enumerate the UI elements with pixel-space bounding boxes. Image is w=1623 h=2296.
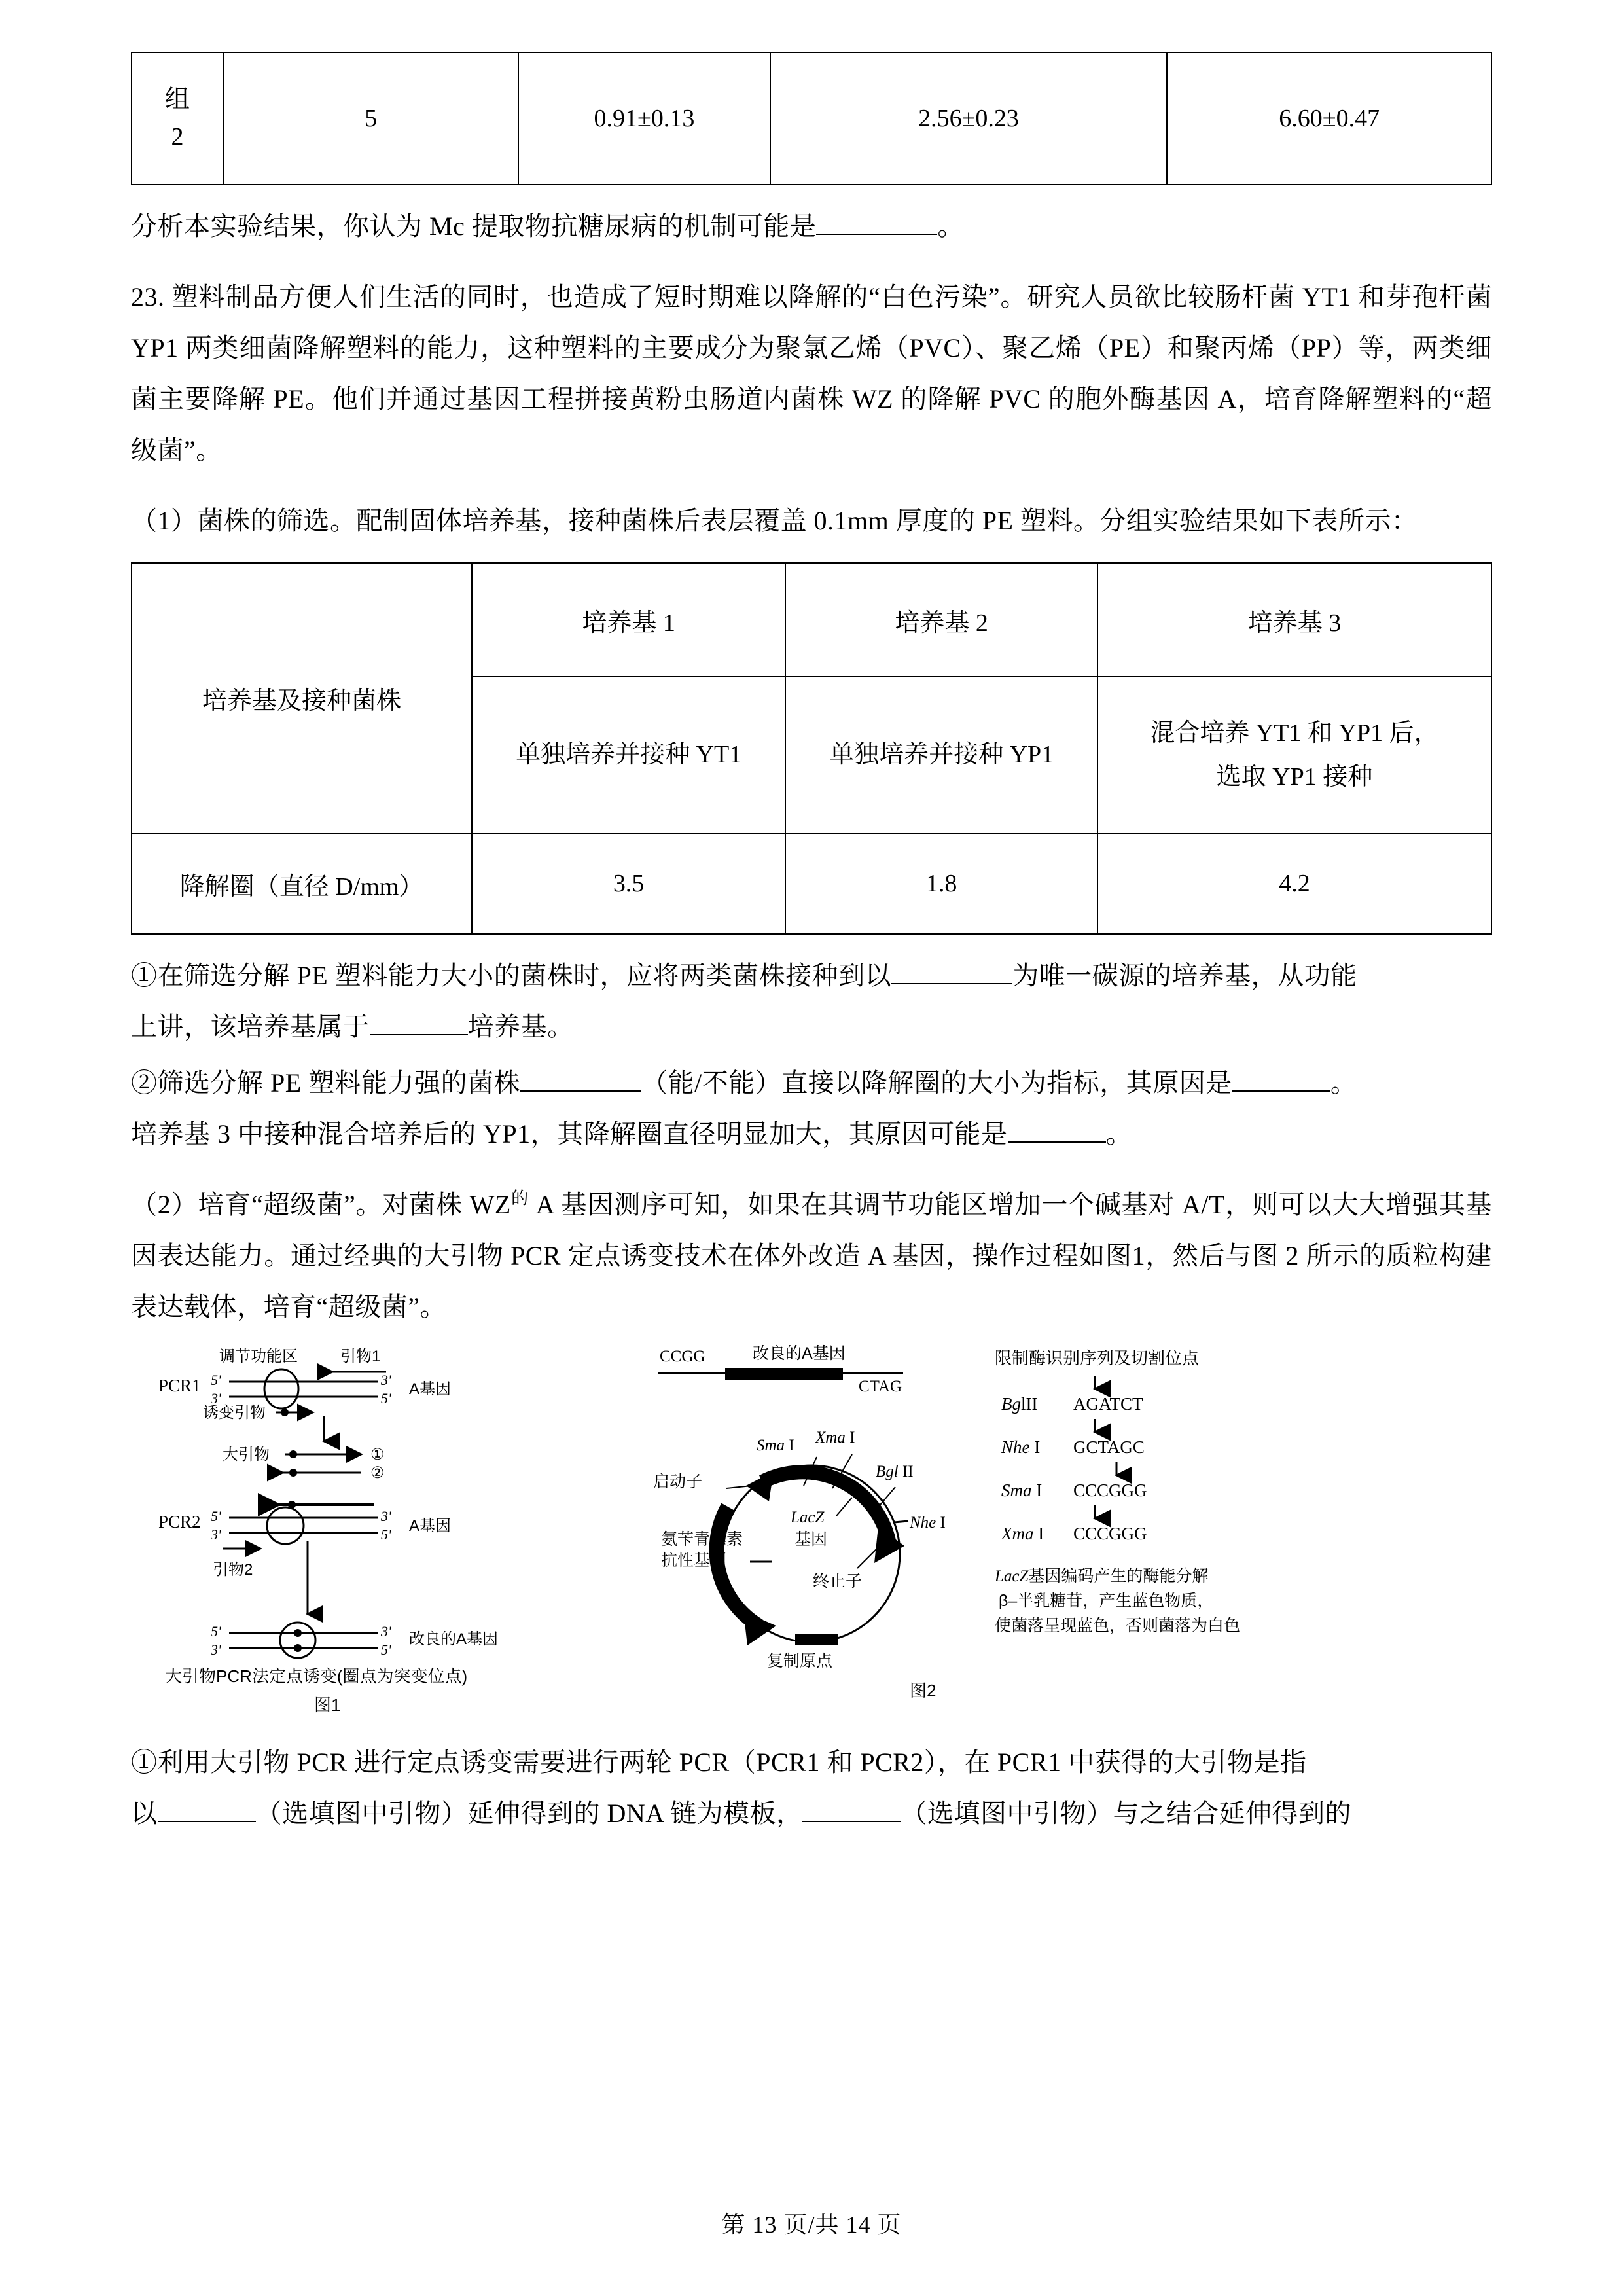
answer-blank[interactable] bbox=[520, 1090, 641, 1092]
label-lacz-gene-line2: 基因 bbox=[794, 1530, 828, 1549]
label-xma1: Xma I bbox=[815, 1429, 855, 1446]
part1-q1-text-a: ①在筛选分解 PE 塑料能力大小的菌株时，应将两类菌株接种到以 bbox=[131, 961, 892, 990]
label-3prime: 3' bbox=[211, 1641, 221, 1658]
answer-blank[interactable] bbox=[158, 1821, 256, 1822]
enzyme-seq-bgl2: AGATCT bbox=[1073, 1394, 1143, 1414]
label-terminator: 终止子 bbox=[813, 1572, 863, 1590]
label-3prime: 3' bbox=[381, 1372, 391, 1388]
question-23 bbox=[131, 272, 1492, 476]
figures-row bbox=[131, 1344, 1492, 1737]
part1-q3-text-a: 培养基 3 中接种混合培养后的 YP1，其降解圈直径明显加大，其原因可能是 bbox=[131, 1119, 1008, 1149]
enzyme-seq-nhe1: GCTAGC bbox=[1073, 1437, 1145, 1457]
cell-header-medium-3: 培养基 3 bbox=[1097, 563, 1491, 677]
cell-value-2: 2.56±0.23 bbox=[770, 52, 1168, 185]
part1-question-2 bbox=[131, 1058, 1492, 1109]
label-improved-gene-a: 改良的A基因 bbox=[753, 1344, 846, 1363]
analysis-prompt-text: 分析本实验结果，你认为 Mc 提取物抗糖尿病的机制可能是 bbox=[131, 211, 817, 241]
cell-halo-value-2: 1.8 bbox=[785, 833, 1097, 934]
label-3prime: 3' bbox=[381, 1508, 391, 1524]
cell-halo-value-3: 4.2 bbox=[1097, 833, 1491, 934]
label-5prime: 5' bbox=[381, 1641, 391, 1658]
part2-q1-text-d: （选填图中引物）与之结合延伸得到的 bbox=[901, 1799, 1351, 1828]
figure-1-pcr-mutagenesis bbox=[151, 1344, 661, 1737]
part2-q1-text-c: （选填图中引物）延伸得到的 DNA 链为模板， bbox=[255, 1799, 803, 1828]
label-3prime: 3' bbox=[211, 1526, 221, 1543]
label-gene-a: A基因 bbox=[409, 1517, 452, 1535]
enzyme-panel-title: 限制酶识别序列及切割位点 bbox=[995, 1348, 1200, 1368]
enzyme-name-bgl2: BglII bbox=[1001, 1394, 1038, 1414]
part1-question-1 bbox=[131, 950, 1492, 1052]
figure-2-svg bbox=[648, 1338, 1492, 1744]
enzyme-seq-sma1: CCCGGG bbox=[1073, 1480, 1147, 1500]
label-nhe1: Nhe I bbox=[910, 1514, 946, 1532]
label-5prime: 5' bbox=[211, 1372, 221, 1388]
label-lacz-gene-line1: LacZ bbox=[791, 1509, 825, 1526]
part2-superscript: 的 bbox=[510, 1189, 529, 1208]
label-promoter: 启动子 bbox=[653, 1473, 703, 1491]
part2-text-line3: 1，然后与图 2 所示的质粒构建表达载体，培育“超级菌”。 bbox=[131, 1241, 1492, 1321]
table-row-headers bbox=[132, 563, 1491, 677]
analysis-prompt-period: 。 bbox=[937, 211, 964, 241]
cell-value-1: 0.91±0.13 bbox=[518, 52, 770, 185]
figure-2-caption: 图2 bbox=[910, 1681, 936, 1700]
label-5prime: 5' bbox=[211, 1508, 221, 1524]
answer-blank[interactable] bbox=[1232, 1090, 1330, 1092]
label-pcr2: PCR2 bbox=[158, 1512, 201, 1532]
enzyme-name-sma1: Sma I bbox=[1001, 1480, 1043, 1500]
label-5prime: 5' bbox=[381, 1390, 391, 1407]
answer-blank[interactable] bbox=[816, 234, 937, 235]
part1-intro: （1）菌株的筛选。配制固体培养基，接种菌株后表层覆盖 0.1mm 厚度的 PE 塑料。分组实验结果如下表所示： bbox=[131, 506, 1418, 535]
answer-blank[interactable] bbox=[802, 1821, 901, 1822]
group-label-line1: 组 bbox=[164, 86, 190, 113]
ori-block bbox=[795, 1634, 838, 1645]
culture-media-table bbox=[131, 562, 1492, 935]
cell-value-row-label: 降解圈（直径 D/mm） bbox=[132, 833, 472, 934]
question-23-number: 23. bbox=[131, 282, 165, 312]
label-ori: 复制原点 bbox=[767, 1652, 833, 1670]
figure-1-caption: 图1 bbox=[314, 1695, 341, 1715]
cell-treatment-3-line1: 混合培养 YT1 和 YP1 后， bbox=[1150, 719, 1439, 747]
label-5prime: 5' bbox=[211, 1623, 221, 1640]
part1-q2-text-a: ②筛选分解 PE 塑料能力强的菌株 bbox=[131, 1068, 521, 1098]
cell-treatment-1: 单独培养并接种 YT1 bbox=[472, 677, 785, 833]
part1-q3-text-b: 。 bbox=[1105, 1119, 1133, 1149]
part2-text-b: A 基因测序可知，如果在其调节功能区增加一个碱基对 A/T，则可 bbox=[535, 1190, 1306, 1219]
part1-q1-text-d: 培养基。 bbox=[467, 1012, 574, 1041]
label-improved-gene-a: 改良的A基因 bbox=[409, 1630, 499, 1648]
answer-blank[interactable] bbox=[370, 1034, 468, 1035]
lacz-note-line3: 使菌落呈现蓝色，否则菌落为白色 bbox=[995, 1617, 1241, 1635]
cell-treatment-3 bbox=[1097, 677, 1491, 833]
table-row bbox=[132, 52, 1491, 185]
label-ccgg: CCGG bbox=[660, 1348, 705, 1365]
cell-header-medium-2: 培养基 2 bbox=[785, 563, 1097, 677]
part1-q1-text-c: 上讲，该培养基属于 bbox=[131, 1012, 370, 1041]
label-amp-line1: 氨苄青霉素 bbox=[661, 1530, 743, 1549]
question-23-body: 塑料制品方便人们生活的同时，也造成了短时期难以降解的“白色污染”。研究人员欲比较肠杆菌 YT1 和芽孢杆菌 YP1 两类细菌降解塑料的能力，这种塑料的主要成分为聚氯乙烯（PVC）、聚乙烯（PE）和聚丙烯（PP）等，两类细菌主要降解 PE。他们并通过基因工程拼接黄粉虫肠道内菌株 WZ 的降解 PVC 的胞外酶基因 A，培育降解塑料的“超级菌”。 bbox=[131, 282, 1493, 465]
cell-header-medium-1: 培养基 1 bbox=[472, 563, 785, 677]
label-amp-line2: 抗性基因 bbox=[661, 1551, 727, 1570]
answer-blank[interactable] bbox=[891, 983, 1012, 984]
part1-q1-text-b: 为唯一碳源的培养基，从功能 bbox=[1012, 961, 1357, 990]
cell-treatment-3-line2: 选取 YP1 接种 bbox=[1216, 762, 1373, 791]
table-row-values bbox=[132, 833, 1491, 934]
figure-1-svg bbox=[151, 1344, 661, 1737]
label-ctag: CTAG bbox=[859, 1378, 902, 1395]
group-label-line2: 2 bbox=[171, 123, 184, 151]
figure-2-plasmid bbox=[648, 1338, 1492, 1744]
results-table-continued bbox=[131, 52, 1492, 185]
label-mark-1: ① bbox=[370, 1446, 385, 1463]
enzyme-name-nhe1: Nhe I bbox=[1001, 1437, 1041, 1457]
cell-treatment-2: 单独培养并接种 YP1 bbox=[785, 677, 1097, 833]
page-footer: 第 13 页/共 14 页 bbox=[721, 2212, 902, 2238]
part1-q2-text-b: （能/不能）直接以降解圈的大小为指标，其原因是 bbox=[641, 1068, 1232, 1098]
cell-media-row-label: 培养基及接种菌株 bbox=[132, 563, 472, 833]
label-5prime: 5' bbox=[381, 1526, 391, 1543]
part1-question-3 bbox=[131, 1109, 1492, 1160]
label-gene-a: A基因 bbox=[409, 1380, 452, 1398]
label-mark-2: ② bbox=[370, 1465, 385, 1482]
part2-text-a: （2）培育“超级菌”。对菌株 WZ bbox=[131, 1190, 511, 1219]
label-3prime: 3' bbox=[211, 1390, 221, 1407]
part2-question-1 bbox=[131, 1737, 1492, 1839]
label-pcr1: PCR1 bbox=[158, 1376, 201, 1395]
answer-blank[interactable] bbox=[1008, 1141, 1106, 1143]
label-big-primer: 大引物 bbox=[223, 1446, 270, 1463]
cell-value-3: 6.60±0.47 bbox=[1167, 52, 1491, 185]
part2-text-line2: 以大大增强其基因表达能力。通过经典的大引物 PCR 定点诱变技术在体外改造 A 基因，操作过程如图 bbox=[131, 1190, 1493, 1270]
lacz-note-line2: β–半乳糖苷，产生蓝色物质， bbox=[999, 1592, 1214, 1610]
cell-halo-value-1: 3.5 bbox=[472, 833, 785, 934]
part2-intro bbox=[131, 1179, 1492, 1333]
enzyme-name-xma1: Xma I bbox=[1001, 1524, 1044, 1543]
label-regulatory-region: 调节功能区 bbox=[219, 1348, 298, 1365]
part2-q1-text-b: 以 bbox=[131, 1799, 158, 1828]
part1-q2-text-c: 。 bbox=[1330, 1068, 1357, 1098]
figure-1-subcaption: 大引物PCR法定点诱变(圈点为突变位点) bbox=[165, 1666, 468, 1686]
label-3prime: 3' bbox=[381, 1623, 391, 1640]
part2-q1-text-a: ①利用大引物 PCR 进行定点诱变需要进行两轮 PCR（PCR1 和 PCR2），在 PCR1 中获得的大引物是指 bbox=[131, 1748, 1307, 1777]
label-bgl2: Bgl II bbox=[876, 1463, 914, 1480]
label-mutagenic-primer: 诱变引物 bbox=[203, 1404, 266, 1422]
enzyme-seq-xma1: CCCGGG bbox=[1073, 1524, 1147, 1543]
cell-group-label bbox=[132, 52, 223, 185]
label-sma1: Sma I bbox=[757, 1437, 794, 1454]
label-primer1: 引物1 bbox=[340, 1348, 381, 1365]
cell-n: 5 bbox=[223, 52, 518, 185]
amp-arrowhead bbox=[743, 1611, 776, 1645]
label-primer2: 引物2 bbox=[213, 1561, 253, 1579]
analysis-prompt bbox=[131, 201, 1492, 252]
lacz-note-line1: LacZ基因编码产生的酶能分解 bbox=[995, 1567, 1209, 1585]
